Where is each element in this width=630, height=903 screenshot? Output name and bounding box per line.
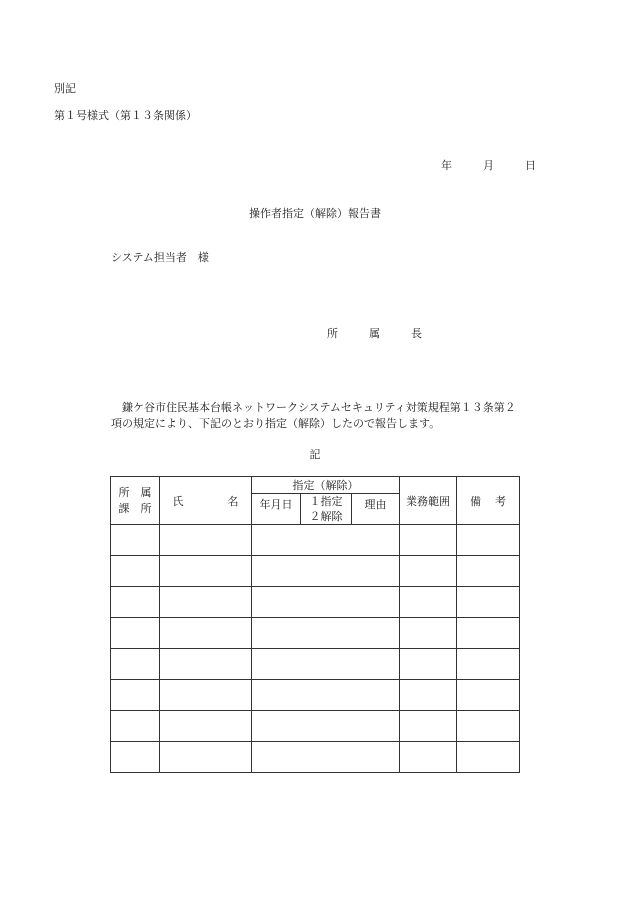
cell-scope[interactable] <box>400 711 457 742</box>
date-line <box>441 157 536 173</box>
header-scope: 業務範囲 <box>400 477 457 525</box>
cell-dept[interactable] <box>111 618 160 649</box>
cell-name[interactable] <box>160 556 252 587</box>
addressee: システム担当者 様 <box>111 251 209 264</box>
cell-designation[interactable] <box>252 587 400 618</box>
header-dept-line2: 課 所 <box>118 501 152 515</box>
header-type <box>301 494 352 525</box>
table-row <box>111 556 520 587</box>
cell-dept[interactable] <box>111 742 160 773</box>
cell-name[interactable] <box>160 711 252 742</box>
document-title: 操作者指定（解除）報告書 <box>249 207 381 220</box>
report-table <box>110 476 520 773</box>
cell-name[interactable] <box>160 649 252 680</box>
cell-scope[interactable] <box>400 618 457 649</box>
ki-heading: 記 <box>309 448 321 461</box>
cell-remarks[interactable] <box>457 587 520 618</box>
cell-remarks[interactable] <box>457 618 520 649</box>
header-dept <box>111 477 160 525</box>
cell-name[interactable] <box>160 525 252 556</box>
table-row <box>111 680 520 711</box>
table-row <box>111 649 520 680</box>
header-name-b: 名 <box>227 494 239 508</box>
cell-dept[interactable] <box>111 680 160 711</box>
cell-scope[interactable] <box>400 556 457 587</box>
cell-remarks[interactable] <box>457 742 520 773</box>
cell-dept[interactable] <box>111 556 160 587</box>
cell-name[interactable] <box>160 680 252 711</box>
cell-dept[interactable] <box>111 711 160 742</box>
cell-remarks[interactable] <box>457 680 520 711</box>
cell-designation[interactable] <box>252 525 400 556</box>
cell-name[interactable] <box>160 742 252 773</box>
date-year: 年 <box>441 159 452 172</box>
cell-scope[interactable] <box>400 587 457 618</box>
cell-name[interactable] <box>160 618 252 649</box>
cell-designation[interactable] <box>252 711 400 742</box>
cell-designation[interactable] <box>252 649 400 680</box>
table-body <box>111 525 520 773</box>
date-day: 日 <box>525 159 536 172</box>
table-header-row <box>111 477 520 494</box>
cell-dept[interactable] <box>111 587 160 618</box>
date-month: 月 <box>483 159 494 172</box>
cell-remarks[interactable] <box>457 525 520 556</box>
cell-remarks[interactable] <box>457 711 520 742</box>
header-dept-line1: 所 属 <box>118 485 152 499</box>
table-row <box>111 618 520 649</box>
sender-char-3: 長 <box>411 327 422 340</box>
cell-remarks[interactable] <box>457 556 520 587</box>
cell-designation[interactable] <box>252 618 400 649</box>
cell-name[interactable] <box>160 587 252 618</box>
header-type-line1: １指定 <box>309 495 343 508</box>
header-remarks-b: 考 <box>495 494 506 508</box>
cell-designation[interactable] <box>252 556 400 587</box>
cell-dept[interactable] <box>111 525 160 556</box>
cell-remarks[interactable] <box>457 649 520 680</box>
cell-designation[interactable] <box>252 742 400 773</box>
header-type-line2: ２解除 <box>309 510 343 523</box>
cell-scope[interactable] <box>400 680 457 711</box>
header-date: 年月日 <box>252 494 301 525</box>
header-reason: 理由 <box>352 494 400 525</box>
header-remarks-a: 備 <box>470 494 481 508</box>
header-name <box>160 477 252 525</box>
table-row <box>111 525 520 556</box>
cell-designation[interactable] <box>252 680 400 711</box>
header-name-a: 氏 <box>172 494 184 508</box>
cell-scope[interactable] <box>400 742 457 773</box>
cell-scope[interactable] <box>400 649 457 680</box>
sender-char-2: 属 <box>369 327 380 340</box>
sender-char-1: 所 <box>327 327 338 340</box>
table-row <box>111 587 520 618</box>
cell-scope[interactable] <box>400 525 457 556</box>
header-designation: 指定（解除） <box>252 477 400 494</box>
header-remarks <box>457 477 520 525</box>
cell-dept[interactable] <box>111 649 160 680</box>
table-row <box>111 742 520 773</box>
sender <box>327 325 422 341</box>
form-number: 第１号様式（第１３条関係） <box>54 109 197 122</box>
appendix-label: 別記 <box>54 82 76 95</box>
table-row <box>111 711 520 742</box>
body-paragraph: 鎌ケ谷市住民基本台帳ネットワークシステムセキュリティ対策規程第１３条第２項の規定により、下記のとおり指定（解除）したので報告します。 <box>111 401 516 430</box>
